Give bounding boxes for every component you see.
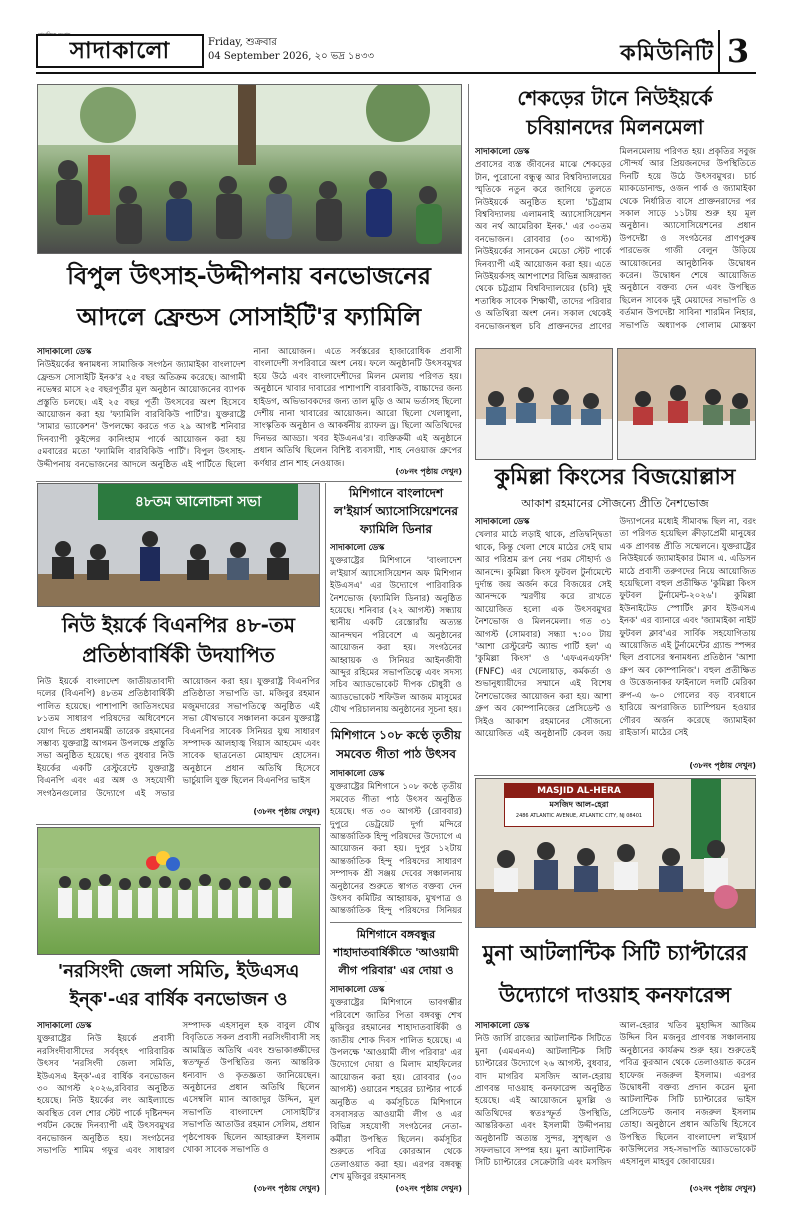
narsingdi-byline: সাদাকালো ডেস্ক: [37, 1021, 92, 1031]
lawyers-headline: মিশিগানে বাংলাদেশ ল'ইয়ার্স অ্যাসোসিয়েশনের ফ্যামিলি ডিনার: [333, 486, 459, 536]
chittagong-article: [475, 146, 756, 342]
divider: [474, 775, 756, 776]
awami-article: [330, 984, 462, 1184]
chittagong-byline: সাদাকালো ডেস্ক: [475, 147, 530, 157]
divider: [330, 922, 462, 923]
conference-photo: [475, 778, 756, 928]
bnp-text: নিউ ইয়র্কে বাংলাদেশ জাতীয়তাবাদী দলের (বিএনপি) ৪৮তম প্রতিষ্ঠাবার্ষিকী পালিত হয়েছে। পাশাপাশি জাতিসংঘের ৮১তম সাধারণ পরিষদের অধিবেশনে যোগ দিতে প্রধানমন্ত্রী তারেক রহমানের সম্ভাব্য যুক্তরাষ্ট্র আগমন উপলক্ষে প্রস্তুতি সভা অনুষ্ঠিত হয়েছে। গত বুধবার নিউ ইয়র্কের একটি রেস্টুরেন্টে যুক্তরাষ্ট্র বিএনপি এবং এর অঙ্গ ও সহযোগী সংগঠনগুলোর উদ্যোগে এই সভার আয়োজন করা হয়। যুক্তরাষ্ট্র বিএনপির প্রতিষ্ঠাতা সভাপতি ডা. মজিবুর রহমান মজুমদারের সভাপতিত্বে অনুষ্ঠিত এই সভা যৌথভাবে সঞ্চালনা করেন যুক্তরাষ্ট্র বিএনপির সাবেক সিনিয়র যুগ্ম সাধারণ সম্পাদক আলহাজ্ব গিয়াস আহমেদ এবং সাবেক ছাত্রনেতা মোহাম্মদ হোসেন। অনুষ্ঠানে প্রধান অতিথি হিসেবে ভার্চুয়ালি যুক্ত ছিলেন বিএনপির ভাইস: [37, 677, 320, 799]
bbq-article: [37, 346, 462, 478]
bnp-continued: (৩৮নং পৃষ্ঠায় দেখুন): [220, 806, 320, 818]
bbq-headline: বিপুল উৎসাহ-উদ্দীপনায় বনভোজনের আদলে ফ্রেন্ডস সোসাইটি'র ফ্যামিলি: [67, 262, 431, 331]
awami-text: যুক্তরাষ্ট্রের মিশিগানে ভাবগম্ভীর পরিবেশে জাতির পিতা বঙ্গবন্ধু শেখ মুজিবুর রহমানের শাহাদাতবার্ষিকী ও জাতীয় শোক দিবস পালিত হয়েছে। এ উপলক্ষে 'আওয়ামী লীগ পরিবার' এর উদ্যোগে দোয়া ও মিলাদ মাহফিলের আয়োজন করা হয়। রোববার (৩০ আগস্ট) ওয়ারেন শহরের চ্যাপ্টার পার্কে অনুষ্ঠিত এ কর্মসূচিতে মিশিগানে বসবাসরত আওয়ামী লীগ ও এর বিভিন্ন সহযোগী সংগঠনের নেতা-কর্মীরা উপস্থিত ছিলেন। কর্মসূচির শুরুতে পবিত্র কোরআন থেকে তেলাওয়াত করা হয়। এরপর বঙ্গবন্ধু শেখ মুজিবুর রহমানসহ: [330, 998, 462, 1183]
kings-headline: কুমিল্লা কিংসের বিজয়োল্লাস: [494, 465, 736, 490]
awami-byline: সাদাকালো ডেস্ক: [330, 985, 385, 995]
mosque-article: [475, 1020, 756, 1196]
narsingdi-article: [37, 1020, 320, 1196]
masthead-tagline: সামাজিক সংবাদ: [38, 32, 71, 38]
meeting-banner: ৪৮তম আলোচনা সভা: [98, 484, 298, 520]
mosque-sign-address: 2486 ATLANTIC AVENUE, ATLANTIC CITY, NJ 08401: [515, 813, 643, 819]
meeting-photo: [37, 483, 320, 607]
mosque-sign-title: MASJID AL-HERA: [505, 784, 653, 798]
chittagong-headline: শেকড়ের টানে নিউইয়র্কে চবিয়ানদের মিলনমেলা: [517, 86, 713, 139]
divider: [330, 722, 462, 723]
divider: [468, 84, 469, 1195]
field-group-photo: [37, 827, 320, 955]
kings-byline: সাদাকালো ডেস্ক: [475, 517, 530, 527]
awami-continued: (৩২নং পৃষ্ঠায় দেখুন): [362, 1183, 462, 1195]
kings-continued: (৩৮নং পৃষ্ঠায় দেখুন): [656, 760, 756, 772]
chittagong-text: প্রবাসের ব্যস্ত জীবনের মাঝে শেকড়ের টান, পুরোনো বন্ধুত্ব আর বিশ্ববিদ্যালয়ের স্মৃতিকে নতুন করে জাগিয়ে তুলতে নিউইয়র্কে অনুষ্ঠিত হলো 'চট্টগ্রাম বিশ্ববিদ্যালয় এলামনাই অ্যাসোসিয়েশন অব নর্থ আমেরিকা ইনক.' এর ৩০তম বনভোজন। রোববার (৩০ আগস্ট) নিউইয়র্কের সানকেন মেডো স্টেট পার্কে দিনব্যাপী এই আয়োজন করা হয়। এতে নিউইয়র্কসহ আশপাশের বিভিন্ন অঙ্গরাজ্য থেকে চট্টগ্রাম বিশ্ববিদ্যালয়ের (চবি) দুই শতাধিক সাবেক শিক্ষার্থী, তাদের পরিবার ও অতিথিরা অংশ নেন। সকাল থেকেই বনভোজনস্থল চবি প্রাক্তনদের প্রাণের মিলনমেলায় পরিণত হয়। প্রকৃতির সবুজ সৌন্দর্য আর প্রিয়জনদের উপস্থিতিতে দিনটি হয়ে উঠে উৎসবমুখর। চার্চ ম্যাকডোনাল্ড, ওজন পার্ক ও জ্যামাইকা থেকে নির্ধারিত বাসে প্রাক্তনরাদের পর সকাল সাড়ে ১১টায় শুরু হয় মূল অনুষ্ঠান। অ্যাসোসিয়েশনের প্রধান উপদেষ্টা ও সংগঠনের প্রাণপুরুষ পারভেজ গাজী বেলুন উড়িয়ে আয়োজনের আনুষ্ঠানিক উদ্বোধন করেন। উদ্বোধন শেষে আয়োজিত অনুষ্ঠানে বক্তব্য দেন এবং উপস্থিত ছিলেন সাবেক দুই মেয়াদের সভাপতি ও বর্তমান উপদেষ্টা সাবিনা শারমিন নিহার, সভাপতি অধ্যাপক গোলাম মোস্তফা: [475, 147, 756, 332]
bbq-text: নিউইয়র্কের স্বনামধন্য সামাজিক সংগঠন জ্যামাইকা বাংলাদেশ ফ্রেন্ডস সোসাইটি ইনক'র ২৫ বছর অতিক্রম করেছে। আগামী নভেম্বর মাসে ২৫ বছরপূর্তীর মূল অনুষ্ঠান আয়োজনের ব্যাপক প্রস্তুতি চলছে। এই ২৫ বছর পূর্তী উৎসবের অংশ হিসেবে আয়োজন করা হয় 'ফ্যামিলি বারবিকিউ পার্টি'র। যুক্তরাষ্ট্রে 'সামার ভ্যাকেশন' উপলক্ষ্যে করতে গত ২৯ আগষ্ট শনিবার দিনব্যাপী কুইন্সের কানিংহাম পার্কে আয়োজন করা হয় ৫মবারের মতো 'ফ্যামিলি বারবিকিউ পার্টি'। বিপুল উৎসাহ-উদ্দীপনায় বনভোজনের আদলে অনুষ্ঠিত এই পার্টিতে ছিলো নানা আয়োজন। এতে সর্বস্তরের হাজারোধিক প্রবাসী বাংলাদেশী সপরিবারে অংশ নেয়। ফলে অনুষ্ঠানটি উৎসবমুখর হয়ে উঠে এবং বাংলাদেশীদের মিলন মেলায় পরিণত হয়। অনুষ্ঠানে খাবার দাবারের পাশাপাশি বারবাকিউ, বাচ্চাদের জন্য হাইডগ, অভিভাবকদের জন্য তাল মুড়ি ও আম ভর্তাসহ ছিলো দেশীয় নানা খাবারের আয়োজন। আরো ছিলো খেলাধুলা, সাংস্কৃতিক অনুষ্ঠান ও আকর্ষনীয় র‌্যাফল ড্র। ছিলো অতিথিদের দিনভর আড্ডা। খবর ইউএনএ'র। ব্যক্তিক্রমী এই অনুষ্ঠানে প্রধান অতিথি ছিলেন বিশিষ্ট ব্যবসায়ী, শাহ নেওয়াজ গ্রুপের কর্ণধার প্রান শাহ নেওয়াজ।: [37, 347, 462, 470]
awami-headline: মিশিগানে বঙ্গবন্ধুর শাহাদাতবার্ষিকীতে 'আওয়ামী লীগ পরিবার' এর দোয়া ও: [333, 928, 459, 977]
divider: [325, 483, 326, 1195]
divider: [36, 824, 321, 825]
kings-article: [475, 516, 756, 772]
mosque-headline: মুনা আটলান্টিক সিটি চ্যাপ্টারের উদ্যোগে দাওয়াহ কনফারেন্স: [482, 941, 748, 1007]
mosque-byline: সাদাকালো ডেস্ক: [475, 1021, 530, 1031]
gita-text: যুক্তরাষ্ট্রের মিশিগানে ১০৮ কণ্ঠে তৃতীয় সমবেত গীতা পাঠ উৎসব অনুষ্ঠিত হয়েছে। গত ৩০ আগস্ট (রোববার) দুপুরে ডেট্রয়েট দুর্গা মন্দিরে আন্তর্জাতিক হিন্দু পরিষদের উদ্যোগে এ আয়োজন করা হয়। দুপুর ১২টায় আন্তর্জাতিক হিন্দু পরিষদের সাধারণ সম্পাদক শ্রী সঞ্জয় দেবের সঞ্চালনায় অনুষ্ঠানের শুরুতে স্বাগত বক্তব্য দেন উৎসব কমিটির আহ্বায়ক, মুখপাত্র ও আন্তর্জাতিক হিন্দু পরিষদের সিনিয়র: [330, 782, 462, 917]
bbq-continued: (৩৮নং পৃষ্ঠায় দেখুন): [362, 466, 462, 478]
gita-headline: মিশিগানে ১০৮ কণ্ঠে তৃতীয় সমবেত গীতা পাঠ উৎসব: [331, 728, 461, 761]
narsingdi-text: যুক্তরাষ্ট্রের নিউ ইয়র্কে প্রবাসী নরসিংদীবাসীদের সর্ববৃহৎ পারিবারিক উৎসব 'নরসিংদী জেলা সমিতি, ইউএসএ ইন্ক'-এর বার্ষিক বনভোজন ৩০ আগস্ট ২০২৬,রবিবার অনুষ্ঠিত হয়েছে। নিউ ইয়র্কের লং আইল্যান্ডে অবস্থিত বেল শোর স্টেট পার্কে দৃষ্টিনন্দন পর্যটন কেন্দ্রে দিনব্যাপী এই উৎসবমুখর বনভোজন অনুষ্ঠিত হয়। সংগঠনের সভাপতি শামিম গফুর এবং সাধারণ সম্পাদক এহসানুল হক বাবুল যৌথ বিবৃতিতে সকল প্রবাসী নরসিংদীবাসী সহ আমন্ত্রিত অতিথি এবং শুভাকাঙ্ক্ষীদের স্বতস্ফূর্ত উপস্থিতির জন্য আন্তরিক ধন্যবাদ ও কৃতজ্ঞতা জানিয়েছেন। অনুষ্ঠানের প্রধান অতিথি ছিলেন এসেম্বলি ম্যান আজাদুর উদ্দিন, মূল সভাপতি বাংলাদেশ সোসাইটি'র সভাপতি আতাউর রহমান সেলিম, প্রধান পৃষ্ঠপোষক ছিলেন আহরারুল ইসলাম খোকা সাবেক সভাপতি ও: [37, 1021, 320, 1157]
bnp-headline: নিউ ইয়র্কে বিএনপির ৪৮-তম প্রতিষ্ঠাবার্ষিকী উদযাপিত: [61, 613, 295, 667]
page-number: 3: [718, 30, 756, 72]
bnp-article: [37, 676, 320, 820]
section-title: কমিউনিটি: [620, 41, 714, 66]
lawyers-byline: সাদাকালো ডেস্ক: [330, 543, 385, 553]
mosque-continued: (৩২নং পৃষ্ঠায় দেখুন): [656, 1183, 756, 1195]
lawyers-article: [330, 542, 462, 718]
issue-full-date: 04 September 2026, ২০ ভদ্র ১৪৩৩: [208, 51, 375, 62]
bbq-byline: সাদাকালো ডেস্ক: [37, 347, 92, 357]
mosque-sign-bengali: মসজিদ আল-হেরা: [549, 800, 609, 809]
lawyers-text: যুক্তরাষ্ট্রের মিশিগানে 'বাংলাদেশ ল'ইয়ার্স অ্যাসোসিয়েশন অফ মিশিগান ইউএসএ' এর উদ্যোগে পারিবারিক নৈশভোজ (ফ্যামিলি ডিনার) অনুষ্ঠিত হয়েছে। শনিবার (২২ আগস্ট) সন্ধ্যায় স্থানীয় একটি রেস্তোরাঁয় অত্যন্ত আনন্দঘন পরিবেশে এ অনুষ্ঠানের আয়োজন করা হয়। সংগঠনের আহ্বায়ক ও সিনিয়র আইনজীবী আব্দুর রহিমের সভাপতিত্বে এবং সদস্য সচিব অ্যাডভোকেট দীপক চৌধুরী ও অ্যাডভোকেট শফিউল আজম মাসুমের যৌথ পরিচালনায় অনুষ্ঠানের সূচনা হয়।: [330, 556, 462, 716]
picnic-group-photo: [37, 84, 462, 254]
newspaper-logo: সাদাকালো: [36, 34, 204, 68]
narsingdi-continued: (৩৮নং পৃষ্ঠায় দেখুন): [220, 1183, 320, 1195]
dinner-photo: [617, 348, 756, 460]
mosque-text: নিউ জার্সি রাজ্যের আটলান্টিক সিটিতে মুনা (এমএনএ) আটলান্টিক সিটি চ্যাপ্টারের উদ্যোগে ২৬ আগস্ট, বুধবার, বাদ মাগরিব মসজিদ আল-হেরায় প্রাণবন্ত দাওয়াহ কনফারেন্স অনুষ্ঠিত হয়েছে। এই আয়োজনে মুসল্লি ও অতিথিদের স্বতঃস্ফূর্ত উপস্থিতি, আন্তরিকতা এবং ইসলামী উদ্দীপনায় অনুষ্ঠানটি অত্যন্ত সুন্দর, সুশৃঙ্খল ও সফলভাবে সম্পন্ন হয়। মুনা আটলান্টিক সিটি চ্যাপ্টারের সেক্রেটারি এবং মসজিদ আল-হেরার খতিব মুহাদ্দিস আজিম উদ্দিন বিন মজনুর প্রাণবন্ত সঞ্চালনায় অনুষ্ঠানের কার্যক্রম শুরু হয়। শুরুতেই পবিত্র কুরআন থেকে তেলাওয়াত করেন হাফেজ নজরুল ইসলাম। এরপর উদ্বোধনী বক্তব্য প্রদান করেন মুনা আটলান্টিক সিটি চ্যাপ্টারের ভাইস প্রেসিডেন্ট জনাব নজরুল ইসলাম তোহা। অনুষ্ঠানে প্রধান অতিথি হিসেবে উপস্থিত ছিলেন বাংলাদেশ ল'ইয়ার্স কাউন্সিলের সহ-সভাপতি অ্যাডভোকেট এহসানুল মাহবুব জোবায়ের।: [475, 1021, 756, 1169]
dinner-photo: [475, 348, 613, 460]
gita-byline: সাদাকালো ডেস্ক: [330, 769, 385, 779]
masthead: [36, 30, 756, 74]
kings-subhead: আকাশ রহমানের সৌজন্যে প্রীতি নৈশভোজ: [521, 497, 709, 510]
kings-text: খেলার মাঠে লড়াই থাকে, প্রতিদ্বন্দ্বিতা থাকে, কিন্তু খেলা শেষে মাঠের সেই ঘাম আর পরিশ্রম রূপ নেয় পরম সৌহার্দ্য ও আনন্দে। কুমিল্লা কিংস ফুটবল টুর্নামেন্টে দুর্দান্ত জয় অর্জন করে বিজয়ের সেই আনন্দকে স্মরণীয় করে রাখতে আয়োজিত হলো এক উৎসবমুখর নৈশভোজ ও মিলনমেলা। গত ৩১ আগস্ট (সোমবার) সন্ধ্যা ৭:০০ টায় 'আশা রেস্টুরেন্ট অ্যান্ড পার্টি হল' এ 'কুমিল্লা কিংস' ও 'এফএনএফসি' (FNFC) এর খেলোয়াড়, কর্মকর্তা ও শুভানুধ্যায়ীদের সম্মানে এই বিশেষ নৈশভোজের আয়োজন করা হয়। আশা গ্রুপ অব কোম্পানিজের প্রেসিডেন্ট ও সিইও আকাশ রহমানের সৌজন্যে আয়োজিত এই অনুষ্ঠানটি কেবল জয় উদ্যাপনের মধ্যেই সীমাবদ্ধ ছিল না, বরং তা পরিণত হয়েছিল ক্রীড়াপ্রেমী মানুষের এক প্রাণবন্ত প্রীতি সম্মেলনে। যুক্তরাষ্ট্রের নিউইয়র্কে জ্যামাইকার টমাস এ. এডিসন মাঠে প্রবাসী তরুণদের নিয়ে আয়োজিত হয়েছিলো বহুল প্রতীক্ষিত 'কুমিল্লা কিংস ফুটবল টুর্নামেন্ট-২০২৬'। কুমিল্লা ইউনাইটেড স্পোর্টিং ক্লাব ইউএসএ ইনক' এর ব্যানারে এবং 'জ্যামাইকা নাইট ফুটবল ক্লাব'এর সার্বিক সহযোগিতায় আয়োজিত এই টুর্নামেন্টের গ্র্যান্ড স্পন্সর ছিল প্রবাসের স্বনামধন্য প্রতিষ্ঠান 'আশা গ্রুপ অব কোম্পানিজ'। বহুল প্রতীক্ষিত ও উত্তেজনাকর ফাইনালে দলটি মেরিকা রুপ-এ ৬-০ গোলের বড় ব্যবধানে হারিয়ে অপরাজিত চ্যাম্পিয়ন হওয়ার গৌরব অর্জন করেছে জ্যামাইকা রাইডার্স। মাঠের সেই: [475, 517, 756, 739]
issue-day: Friday, শুক্রবার: [208, 37, 277, 48]
narsingdi-headline: 'নরসিংদী জেলা সমিতি, ইউএসএ ইন্ক'-এর বার্ষিক বনভোজন ও: [57, 961, 300, 1010]
divider: [36, 481, 462, 482]
issue-date: [208, 36, 374, 64]
gita-article: [330, 768, 462, 918]
